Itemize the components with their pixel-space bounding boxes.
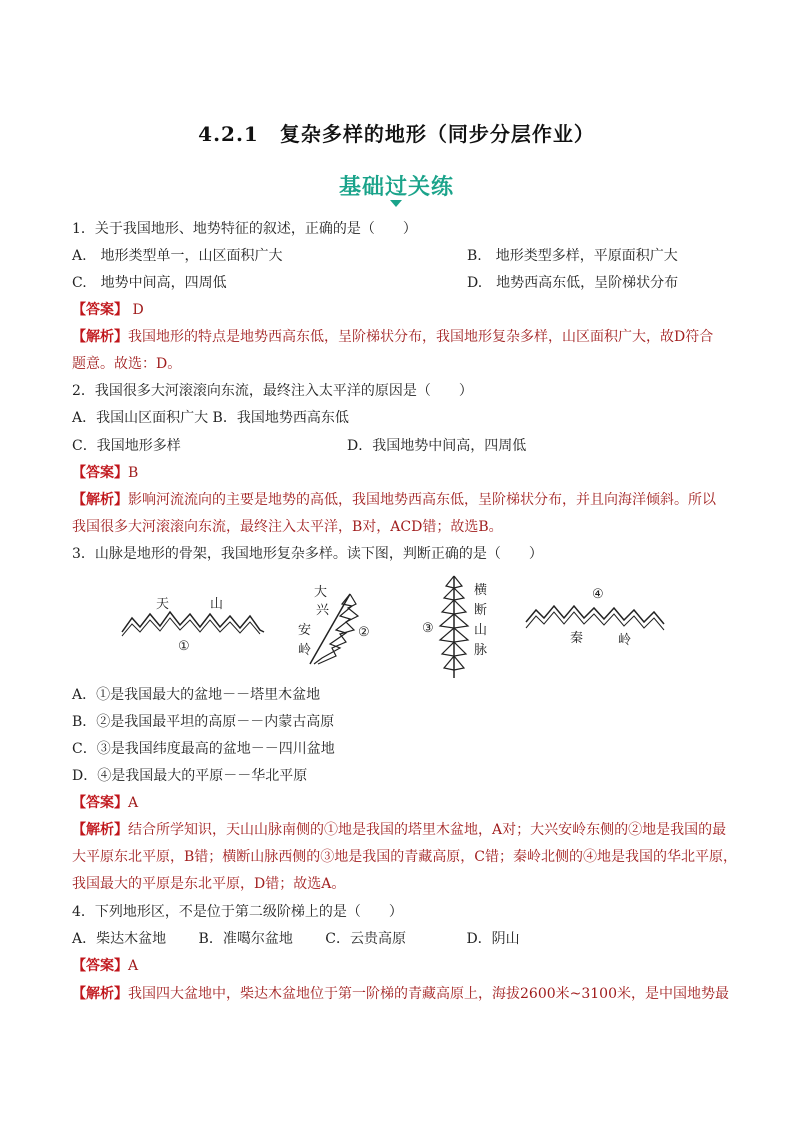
analysis-tag: 【解析】	[72, 492, 128, 508]
q1-analysis-line-1	[72, 327, 713, 347]
q2-answer	[72, 463, 138, 483]
q2-analysis-line-1	[72, 490, 716, 510]
qinling-panel	[526, 587, 664, 648]
region-marker-2: ②	[358, 625, 370, 640]
dxa-label-2: 兴	[316, 603, 330, 618]
hengduan-panel	[422, 576, 487, 678]
q3-analysis-line-3: 我国最大的平原是东北平原，D错；故选A。	[72, 876, 346, 892]
region-marker-3: ③	[422, 621, 434, 636]
q1-option-a: A. 地形类型单一，山区面积广大	[72, 248, 283, 264]
q3-analysis-text-1: 结合所学知识，天山山脉南侧的①地是我国的塔里木盆地，A对；大兴安岭东侧的②地是我国的最	[128, 822, 727, 838]
q1-answer	[72, 300, 144, 320]
q1-option-b: B. 地形类型多样，平原面积广大	[467, 248, 678, 264]
hd-label-4: 脉	[474, 643, 488, 658]
tianshan-panel	[122, 597, 264, 654]
dxa-label-1: 大	[314, 585, 328, 600]
q3-analysis-line-2: 大平原东北平原，B错；横断山脉西侧的③地是我国的青藏高原，C错；秦岭北侧的④地是我国的华北平原，	[72, 849, 737, 865]
q2-option-ab: A．我国山区面积广大 B．我国地势西高东低	[72, 410, 349, 426]
dxa-label-4: 岭	[298, 643, 312, 658]
answer-tag: 【答案】	[72, 302, 128, 318]
q1-option-d: D. 地势西高东低，呈阶梯状分布	[467, 275, 679, 291]
page-title: 4.2.1 复杂多样的地形（同步分层作业）	[198, 122, 595, 146]
answer-tag: 【答案】	[72, 958, 128, 974]
q2-analysis-line-2: 我国很多大河滚滚向东流，最终注入太平洋，B对，ACD错；故选B。	[72, 519, 503, 535]
answer-tag: 【答案】	[72, 795, 128, 811]
q1-options-row-2	[72, 273, 732, 293]
q4-options: A．柴达木盆地 B．准噶尔盆地 C．云贵高原 D．阴山	[72, 931, 520, 947]
answer-tag: 【答案】	[72, 465, 128, 481]
q4-answer	[72, 956, 138, 976]
q2-analysis-text-1: 影响河流流向的主要是地势的高低，我国地势西高东低，呈阶梯状分布，并且向海洋倾斜。所以	[128, 492, 716, 508]
dxa-label-3: 安	[298, 623, 312, 638]
q1-analysis-text-1: 我国地形的特点是地势西高东低，呈阶梯状分布，我国地形复杂多样，山区面积广大，故D符合	[128, 329, 714, 345]
tianshan-label-2: 山	[210, 597, 224, 612]
region-marker-1: ①	[178, 639, 190, 654]
section-marker-icon	[390, 200, 402, 207]
section-heading: 基础过关练	[338, 174, 454, 200]
hd-label-1: 横	[474, 583, 488, 598]
q2-options-row-2	[72, 436, 732, 456]
q3-analysis-line-1	[72, 820, 726, 840]
q1-option-c: C. 地势中间高，四周低	[72, 275, 227, 291]
region-marker-4: ④	[592, 587, 604, 602]
q2-option-d: D．我国地势中间高，四周低	[347, 438, 527, 454]
q3-option-a: A．①是我国最大的盆地－－塔里木盆地	[72, 687, 321, 703]
q4-stem: 4．下列地形区，不是位于第二级阶梯上的是（ ）	[72, 904, 403, 920]
q3-answer-value: A	[128, 795, 139, 811]
q3-answer	[72, 793, 138, 813]
q2-stem: 2．我国很多大河滚滚向东流，最终注入太平洋的原因是（ ）	[72, 383, 473, 399]
q4-analysis-text-1: 我国四大盆地中，柴达木盆地位于第一阶梯的青藏高原上，海拔2600米~3100米，是中国地势最	[128, 986, 729, 1002]
q3-option-c: C．③是我国纬度最高的盆地－－四川盆地	[72, 741, 335, 757]
q4-answer-value: A	[128, 958, 139, 974]
mountain-range-figure	[118, 572, 668, 680]
q1-stem: 1．关于我国地形、地势特征的叙述，正确的是（ ）	[72, 221, 417, 237]
q2-answer-value: B	[128, 465, 139, 481]
q1-analysis-line-2: 题意。故选：D。	[72, 356, 182, 372]
ql-label-2: 岭	[618, 633, 632, 648]
tianshan-label-1: 天	[156, 597, 170, 612]
hd-label-2: 断	[474, 603, 488, 618]
analysis-tag: 【解析】	[72, 822, 128, 838]
q3-option-b: B．②是我国最平坦的高原－－内蒙古高原	[72, 714, 335, 730]
analysis-tag: 【解析】	[72, 986, 128, 1002]
analysis-tag: 【解析】	[72, 329, 128, 345]
q3-stem: 3．山脉是地形的骨架，我国地形复杂多样。读下图，判断正确的是（ ）	[72, 546, 543, 562]
q3-option-d: D．④是我国最大的平原－－华北平原	[72, 768, 308, 784]
ql-label-1: 秦	[570, 631, 584, 646]
q1-options-row-1	[72, 246, 732, 266]
q2-option-c: C．我国地形多样	[72, 438, 181, 454]
daxinganling-panel	[298, 584, 370, 664]
q1-answer-value: D	[128, 302, 144, 318]
q4-analysis-line-1	[72, 984, 729, 1004]
hd-label-3: 山	[474, 623, 488, 638]
